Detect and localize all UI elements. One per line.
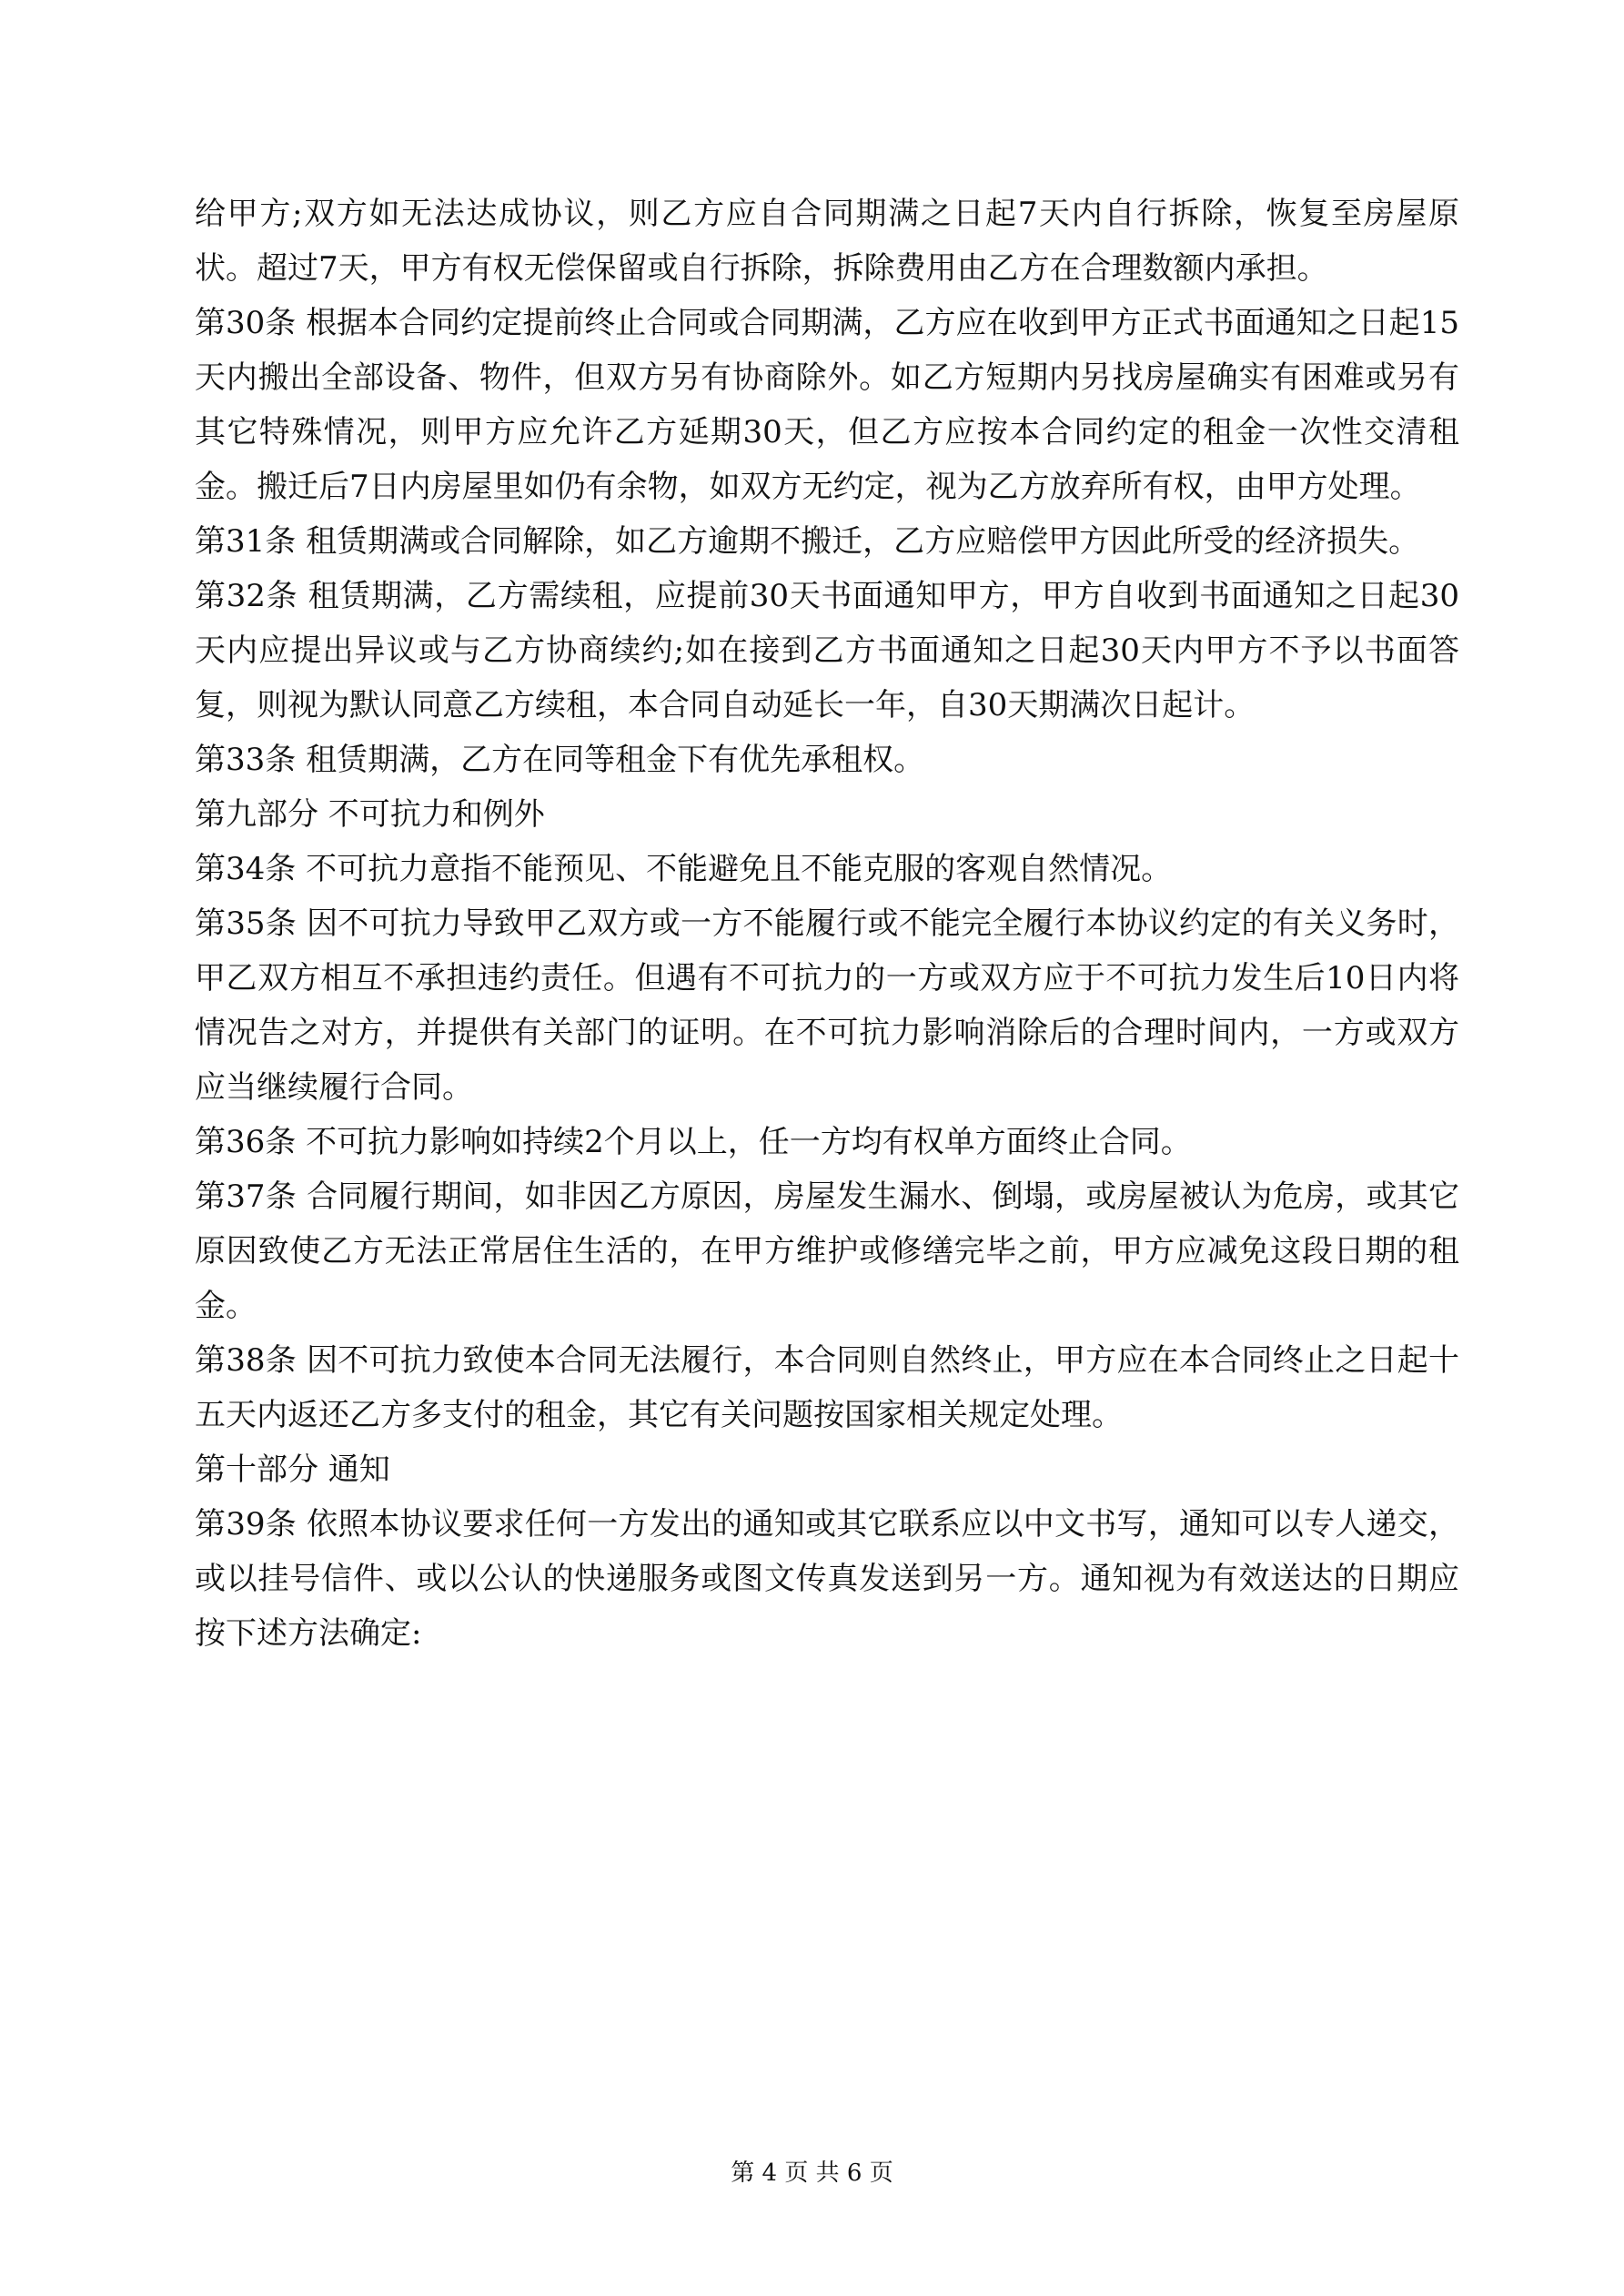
- article-39: 第39条 依照本协议要求任何一方发出的通知或其它联系应以中文书写，通知可以专人递交，或以挂号信件、或以公认的快递服务或图文传真发送到另一方。通知视为有效送达的日期应按下述方法确定:: [195, 1506, 1459, 1652]
- article-36: 第36条 不可抗力影响如持续2个月以上，任一方均有权单方面终止合同。: [195, 1124, 1192, 1160]
- article-37: 第37条 合同履行期间，如非因乙方原因，房屋发生漏水、倒塌，或房屋被认为危房，或其它原因致使乙方无法正常居住生活的，在甲方维护或修缮完毕之前，甲方应减免这段日期的租金。: [195, 1178, 1459, 1324]
- article-32: 第32条 租赁期满，乙方需续租，应提前30天书面通知甲方，甲方自收到书面通知之日起30天内应提出异议或与乙方协商续约;如在接到乙方书面通知之日起30天内甲方不予以书面答复，则视为默认同意乙方续租，本合同自动延长一年，自30天期满次日起计。: [195, 578, 1459, 723]
- article-33: 第33条 租赁期满，乙方在同等租金下有优先承租权。: [195, 742, 925, 778]
- article-35: 第35条 因不可抗力导致甲乙双方或一方不能履行或不能完全履行本协议约定的有关义务时，甲乙双方相互不承担违约责任。但遇有不可抗力的一方或双方应于不可抗力发生后10日内将情况告之对方，并提供有关部门的证明。在不可抗力影响消除后的合理时间内，一方或双方应当继续履行合同。: [195, 905, 1459, 1106]
- paragraph-continuation: 给甲方;双方如无法达成协议，则乙方应自合同期满之日起7天内自行拆除，恢复至房屋原状。超过7天，甲方有权无偿保留或自行拆除，拆除费用由乙方在合理数额内承担。: [195, 196, 1459, 287]
- article-38: 第38条 因不可抗力致使本合同无法履行，本合同则自然终止，甲方应在本合同终止之日起十五天内返还乙方多支付的租金，其它有关问题按国家相关规定处理。: [195, 1342, 1459, 1433]
- section-heading-part-10: 第十部分 通知: [195, 1451, 390, 1488]
- article-31: 第31条 租赁期满或合同解除，如乙方逾期不搬迁，乙方应赔偿甲方因此所受的经济损失。: [195, 523, 1420, 560]
- article-30: 第30条 根据本合同约定提前终止合同或合同期满，乙方应在收到甲方正式书面通知之日起15天内搬出全部设备、物件，但双方另有协商除外。如乙方短期内另找房屋确实有困难或另有其它特殊情况，则甲方应允许乙方延期30天，但乙方应按本合同约定的租金一次性交清租金。搬迁后7日内房屋里如仍有余物，如双方无约定，视为乙方放弃所有权，由甲方处理。: [195, 305, 1459, 505]
- article-34: 第34条 不可抗力意指不能预见、不能避免且不能克服的客观自然情况。: [195, 851, 1173, 887]
- page-number-footer: 第 4 页 共 6 页: [731, 2159, 893, 2187]
- document-body: [195, 187, 1459, 1661]
- section-heading-part-9: 第九部分 不可抗力和例外: [195, 796, 545, 833]
